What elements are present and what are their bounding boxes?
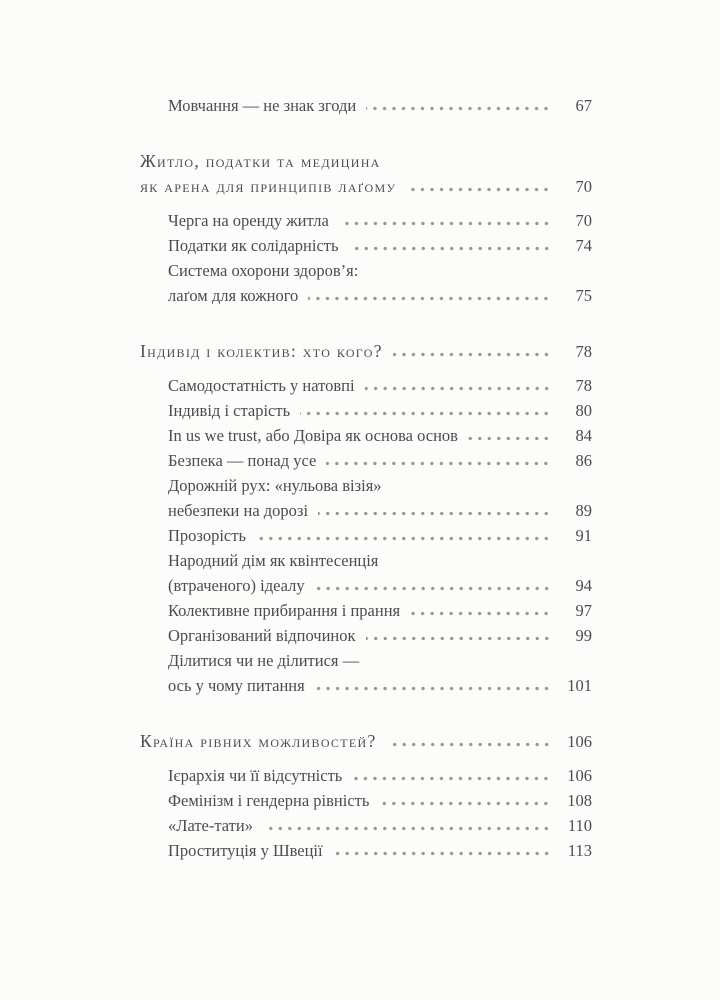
toc-chapter-entry (140, 149, 592, 199)
toc-page-number: 86 (575, 451, 592, 470)
toc-entry-title: Індивід і старість (168, 401, 291, 420)
toc-page-number: 84 (575, 426, 592, 445)
toc-entry-line (140, 149, 592, 174)
toc-sub-entry (140, 448, 592, 473)
toc-page-number: 67 (575, 96, 592, 115)
toc-entry-line (140, 623, 592, 648)
toc-entry-title: Безпека — понад усе (168, 451, 317, 470)
toc-entry-title: небезпеки на дорозі (168, 501, 309, 520)
toc-sub-entry (140, 398, 592, 423)
toc-sub-entry (140, 233, 592, 258)
toc-entry-line (140, 548, 592, 573)
toc-entry-line (140, 93, 592, 118)
toc-page-number: 108 (567, 791, 592, 810)
toc-entry-title: ось у чому питання (168, 676, 305, 695)
toc-page-number: 70 (575, 211, 592, 230)
toc-sub-entry (140, 373, 592, 398)
dot-leader (365, 386, 551, 391)
toc-sub-entry (140, 598, 592, 623)
dot-leader (349, 246, 551, 251)
toc-entry-title: Організований відпочинок (168, 626, 356, 645)
toc-entry-title: Фемінізм і гендерна рівність (168, 791, 370, 810)
toc-entry-title: Самодостатність у натовпі (168, 376, 355, 395)
toc-sub-entry (140, 93, 592, 118)
dot-leader (393, 352, 551, 357)
toc-page-number: 80 (575, 401, 592, 420)
toc-sub-entry (140, 788, 592, 813)
toc-entry-title: Ділитися чи не ділитися — (168, 651, 360, 670)
toc-entry-line (140, 813, 592, 838)
dot-leader (333, 851, 551, 856)
toc-page-number: 97 (575, 601, 592, 620)
toc-entry-title: Система охорони здоров’я: (168, 261, 359, 280)
dot-leader (366, 636, 551, 641)
dot-leader (315, 686, 551, 691)
toc-entry-title: In us we trust, або Довіра як основа основ (168, 426, 458, 445)
dot-leader (326, 461, 551, 466)
toc-page-number: 99 (575, 626, 592, 645)
toc-page-number: 106 (567, 766, 592, 785)
toc-entry-title: Черга на оренду житла (168, 211, 329, 230)
dot-leader (263, 826, 551, 831)
toc-sub-entry (140, 523, 592, 548)
toc-entry-title: Податки як солідарність (168, 236, 339, 255)
dot-leader (318, 511, 551, 516)
toc-page-number: 75 (575, 286, 592, 305)
toc-page-number: 74 (575, 236, 592, 255)
toc-sub-entry (140, 838, 592, 863)
dot-leader (406, 187, 551, 192)
dot-leader (339, 221, 551, 226)
toc-entry-title: Житло, податки та медицина (140, 151, 381, 171)
toc-sub-entry (140, 473, 592, 523)
toc-entry-line (140, 788, 592, 813)
toc-sub-entry (140, 763, 592, 788)
toc-entry-title: Мовчання — не знак згоди (168, 96, 357, 115)
dot-leader (387, 742, 551, 747)
toc-sub-entry (140, 813, 592, 838)
toc-entry-line (140, 208, 592, 233)
toc-entry-line (140, 573, 592, 598)
toc-sub-entry (140, 423, 592, 448)
toc-page-number: 89 (575, 501, 592, 520)
toc-entry-title: Дорожній рух: «нульова візія» (168, 476, 382, 495)
dot-leader (379, 801, 551, 806)
toc-page-number: 78 (575, 376, 592, 395)
toc-entry-line (140, 523, 592, 548)
toc-entry-line (140, 763, 592, 788)
toc-entry-title: лаґом для кожного (168, 286, 299, 305)
toc-entry-line (140, 648, 592, 673)
toc-page-number: 110 (567, 816, 592, 835)
dot-leader (315, 586, 551, 591)
toc-entry-line (140, 174, 592, 199)
toc-entry-title: «Лате-тати» (168, 816, 253, 835)
toc-entry-line (140, 283, 592, 308)
toc-entry-title: Індивід і колектив: хто кого? (140, 341, 383, 361)
dot-leader (300, 411, 551, 416)
toc-entry-title: Країна рівних можливостей? (140, 731, 377, 751)
toc-page-number: 94 (575, 576, 592, 595)
toc-entry-title: (втраченого) ідеалу (168, 576, 305, 595)
dot-leader (468, 436, 551, 441)
toc-entry-line (140, 598, 592, 623)
table-of-contents (140, 93, 592, 863)
toc-page-number: 91 (575, 526, 592, 545)
toc-entry-title: Ієрархія чи її відсутність (168, 766, 343, 785)
toc-entry-line (140, 373, 592, 398)
toc-sub-entry (140, 648, 592, 698)
toc-chapter-entry (140, 339, 592, 364)
toc-page-number: 101 (567, 676, 592, 695)
toc-entry-line (140, 233, 592, 258)
toc-entry-title: Проституція у Швеції (168, 841, 323, 860)
toc-entry-line (140, 673, 592, 698)
toc-page-number: 106 (567, 732, 592, 751)
toc-entry-line (140, 448, 592, 473)
toc-entry-line (140, 838, 592, 863)
toc-sub-entry (140, 623, 592, 648)
dot-leader (308, 296, 551, 301)
toc-entry-title: Прозорість (168, 526, 246, 545)
toc-entry-title: Колективне прибирання і прання (168, 601, 401, 620)
toc-sub-entry (140, 548, 592, 598)
toc-sub-entry (140, 258, 592, 308)
dot-leader (256, 536, 551, 541)
toc-chapter-entry (140, 729, 592, 754)
toc-page-number: 78 (575, 342, 592, 361)
toc-entry-line (140, 498, 592, 523)
toc-entry-title: Народний дім як квінтесенція (168, 551, 379, 570)
toc-entry-line (140, 729, 592, 754)
dot-leader (410, 611, 551, 616)
dot-leader (366, 106, 551, 111)
toc-entry-title: як арена для принципів лаґому (140, 176, 397, 196)
toc-entry-line (140, 423, 592, 448)
toc-entry-line (140, 258, 592, 283)
toc-page-number: 113 (567, 841, 592, 860)
toc-page-number: 70 (575, 177, 592, 196)
dot-leader (352, 776, 551, 781)
toc-entry-line (140, 339, 592, 364)
toc-entry-line (140, 473, 592, 498)
toc-sub-entry (140, 208, 592, 233)
toc-entry-line (140, 398, 592, 423)
